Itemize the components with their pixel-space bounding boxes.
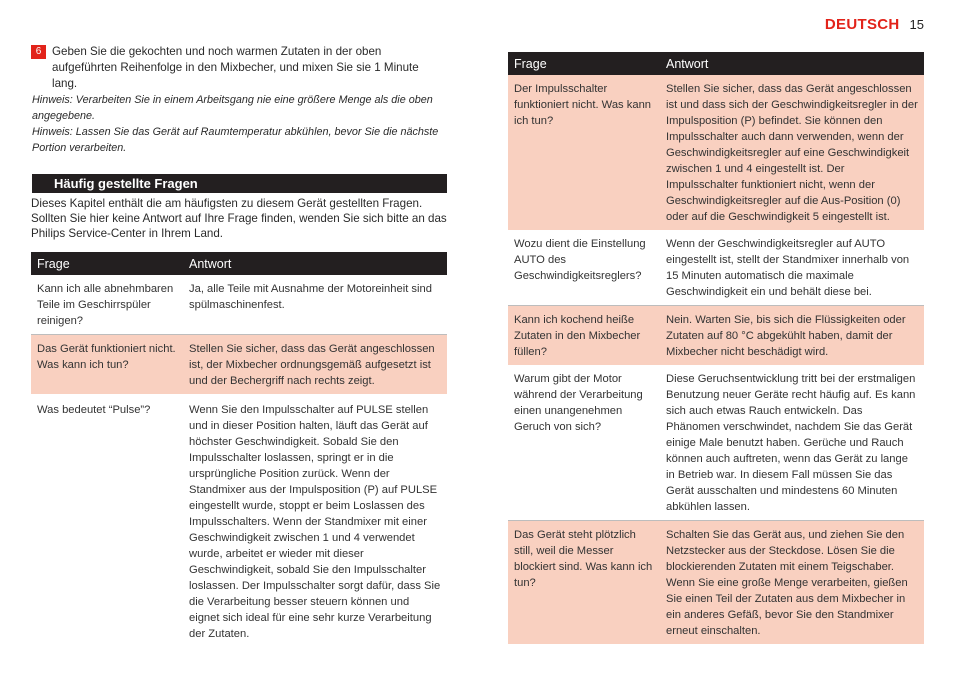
faq-question: Kann ich alle abnehmbaren Teile im Geschirrspüler reinigen? xyxy=(31,275,183,335)
faq-question: Warum gibt der Motor während der Verarbeitung einen unangenehmen Geruch von sich? xyxy=(508,365,660,521)
column-header-question: Frage xyxy=(508,52,660,75)
step-6 xyxy=(31,44,447,92)
faq-row xyxy=(31,335,447,395)
faq-answer: Schalten Sie das Gerät aus, und ziehen Sie den Netzstecker aus der Steckdose. Lösen Sie die blockierenden Zutaten mit einem Teigschaber. Wenn Sie eine große Menge verarbeiten, gießen Sie einen Teil der Zutaten aus dem Mixbecher in ein anderes Gefäß, bevor Sie den Standmixer erneut einschalten. xyxy=(660,521,924,645)
step-number-badge: 6 xyxy=(31,45,46,59)
faq-question: Das Gerät steht plötzlich still, weil die Messer blockiert sind. Was kann ich tun? xyxy=(508,521,660,645)
faq-row xyxy=(508,306,924,366)
faq-header-row xyxy=(508,52,924,75)
faq-question: Was bedeutet “Pulse”? xyxy=(37,404,151,416)
faq-row xyxy=(508,75,924,230)
faq-table-right xyxy=(508,52,924,644)
faq-answer: Stellen Sie sicher, dass das Gerät angeschlossen ist, der Mixbecher ordnungsgemäß aufgesetzt ist und der Bechergriff nach rechts zeigt. xyxy=(183,335,447,395)
faq-question: Der Impulsschalter funktioniert nicht. Was kann ich tun? xyxy=(508,75,660,230)
faq-answer: Wenn Sie den Impulsschalter auf PULSE stellen und in dieser Position halten, läuft das Gerät auf höchster Geschwindigkeit. Sobald Sie den Impulsschalter loslassen, springt er in die ursprüngliche Position zurück. Wenn der Standmixer aus der Impulsposition (P) auf PULSE eingestellt wurde, stoppt er beim Loslassen des Impulsschalters. Wenn der Standmixer mit einer Geschwindigkeit zwischen 1 und 4 verwendet wurde, arbeitet er wieder mit dieser Geschwindigkeit, sobald Sie den Impulsschalter loslassen. Der Impulsschalter sorgt dafür, dass Sie die Verarbeitung besser steuern können und eignet sich ideal für eine sehr kurze Verarbeitung der Zutaten. xyxy=(189,404,441,640)
page-number: 15 xyxy=(909,17,924,32)
faq-row xyxy=(508,365,924,521)
faq-header-row xyxy=(31,252,447,275)
hint-1: Hinweis: Verarbeiten Sie in einem Arbeitsgang nie eine größere Menge als die oben angegebene. xyxy=(32,94,433,122)
left-column xyxy=(31,44,447,647)
faq-answer: Diese Geruchsentwicklung tritt bei der erstmaligen Benutzung neuer Geräte recht häufig auf. Es kann sich auch etwas Rauch entwickeln. Das Phänomen verschwindet, nachdem Sie das Gerät einige Male benutzt haben. Gerüche und Rauch können auch auftreten, wenn das Gerät zu lange in Betrieb war. In diesem Fall müssen Sie das Gerät ausschalten und mindestens 60 Minuten abkühlen lassen. xyxy=(660,365,924,521)
faq-row xyxy=(508,521,924,645)
section-heading: Häufig gestellte Fragen xyxy=(32,174,447,193)
faq-answer: Stellen Sie sicher, dass das Gerät angeschlossen ist und dass sich der Geschwindigkeitsregler in der Impulsposition (P) befindet. Sie können den Impulsschalter auch dann verwenden, wenn der Geschwindigkeitsregler auf eine Geschwindigkeit zwischen 1 und 4 eingestellt ist. Der Impulsschalter funktioniert nicht, wenn der Geschwindigkeitsregler auf die Aus-Position (0) oder auf die Geschwindigkeit 5 eingestellt ist. xyxy=(660,75,924,230)
faq-question: Kann ich kochend heiße Zutaten in den Mixbecher füllen? xyxy=(508,306,660,366)
faq-row xyxy=(31,394,447,647)
page-header xyxy=(825,16,924,33)
faq-row xyxy=(508,230,924,306)
language-label: DEUTSCH xyxy=(824,16,900,33)
faq-table-left xyxy=(31,252,447,647)
column-header-answer: Antwort xyxy=(660,52,924,75)
column-header-question: Frage xyxy=(31,252,183,275)
faq-question: Wozu dient die Einstellung AUTO des Geschwindigkeitsreglers? xyxy=(508,230,660,306)
section-intro: Dieses Kapitel enthält die am häufigsten zu diesem Gerät gestellten Fragen. Sollten Sie hier keine Antwort auf Ihre Frage finden, wenden Sie sich bitte an das Philips Service-Center in Ihrem Land. xyxy=(31,197,447,240)
column-header-answer: Antwort xyxy=(183,252,447,275)
faq-answer: Nein. Warten Sie, bis sich die Flüssigkeiten oder Zutaten auf 80 °C abgekühlt haben, damit der Mixbecher nicht beschädigt wird. xyxy=(660,306,924,366)
faq-answer: Wenn der Geschwindigkeitsregler auf AUTO eingestellt ist, stellt der Standmixer innerhalb von 15 Minuten automatisch die maximale Geschwindigkeit ein und behält diese bei. xyxy=(660,230,924,306)
faq-row xyxy=(31,275,447,335)
faq-answer: Ja, alle Teile mit Ausnahme der Motoreinheit sind spülmaschinenfest. xyxy=(183,275,447,335)
right-column xyxy=(508,52,924,644)
step-text: Geben Sie die gekochten und noch warmen Zutaten in der oben aufgeführten Reihenfolge in den Mixbecher, und mixen Sie sie 1 Minute lang. xyxy=(52,45,419,90)
faq-question: Das Gerät funktioniert nicht. Was kann ich tun? xyxy=(31,335,183,395)
hint-2: Hinweis: Lassen Sie das Gerät auf Raumtemperatur abkühlen, bevor Sie die nächste Portion verarbeiten. xyxy=(32,126,439,154)
